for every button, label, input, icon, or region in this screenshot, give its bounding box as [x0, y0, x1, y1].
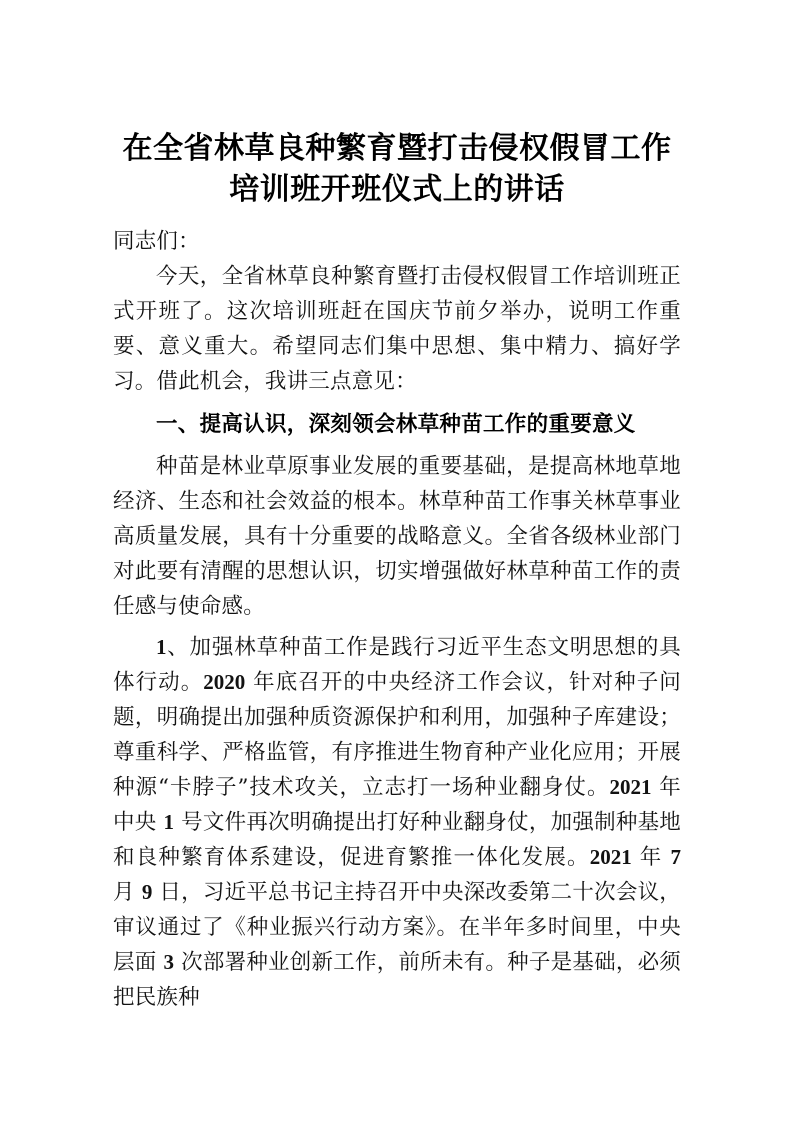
inline-number: 2020 — [203, 670, 246, 694]
document-content — [113, 0, 681, 1015]
page-title-line-2: 培训班开班仪式上的讲话 — [229, 172, 565, 207]
inline-number: 1 — [163, 810, 175, 834]
page-title-line-1: 在全省林草良种繁育暨打击侵权假冒工作 — [122, 131, 672, 166]
salutation: 同志们： — [113, 229, 200, 254]
inline-number: 2021 — [609, 775, 652, 799]
inline-number: 1 — [156, 635, 167, 659]
inline-number: 9 — [141, 880, 153, 904]
section-1-item-1: 1、加强林草种苗工作是践行习近平生态文明思想的具体行动。2020 年底召开的中央经济工作会议，针对种子问题，明确提出加强种质资源保护和利用，加强种子库建设；尊重科学、严格监管，有序推进生物育种产业化应用；开展种源“卡脖子”技术攻关，立志打一场种业翻身仗。2021 年中央 1 号文件再次明确提出打好种业翻身仗，加强制种基地和良种繁育体系建设，促进育繁推一体化发展。2021 年 7 月 9 日，习近平总书记主持召开中央深改委第二十次会议，审议通过了《种业振兴行动方案》。在半年多时间里，中央层面 3 次部署种业创新工作，前所未有。种子是基础，必须把民族种 — [113, 635, 682, 1010]
section-1-paragraph-1: 种苗是林业草原事业发展的重要基础，是提高林地草地经济、生态和社会效益的根本。林草种苗工作事关林草事业高质量发展，具有十分重要的战略意义。全省各级林业部门对此要有清醒的思想认识，切实增强做好林草种苗工作的责任感与使命感。 — [113, 454, 681, 619]
opening-paragraph: 今天，全省林草良种繁育暨打击侵权假冒工作培训班正式开班了。这次培训班赶在国庆节前夕举办，说明工作重要、意义重大。希望同志们集中思想、集中精力、搞好学习。借此机会，我讲三点意见： — [113, 264, 681, 394]
inline-number: 2021 — [589, 845, 632, 869]
inline-number: 3 — [163, 950, 175, 974]
page-title — [113, 0, 681, 210]
section-heading-1: 一、提高认识，深刻领会林草种苗工作的重要意义 — [156, 412, 636, 436]
inline-number: 7 — [670, 845, 681, 869]
